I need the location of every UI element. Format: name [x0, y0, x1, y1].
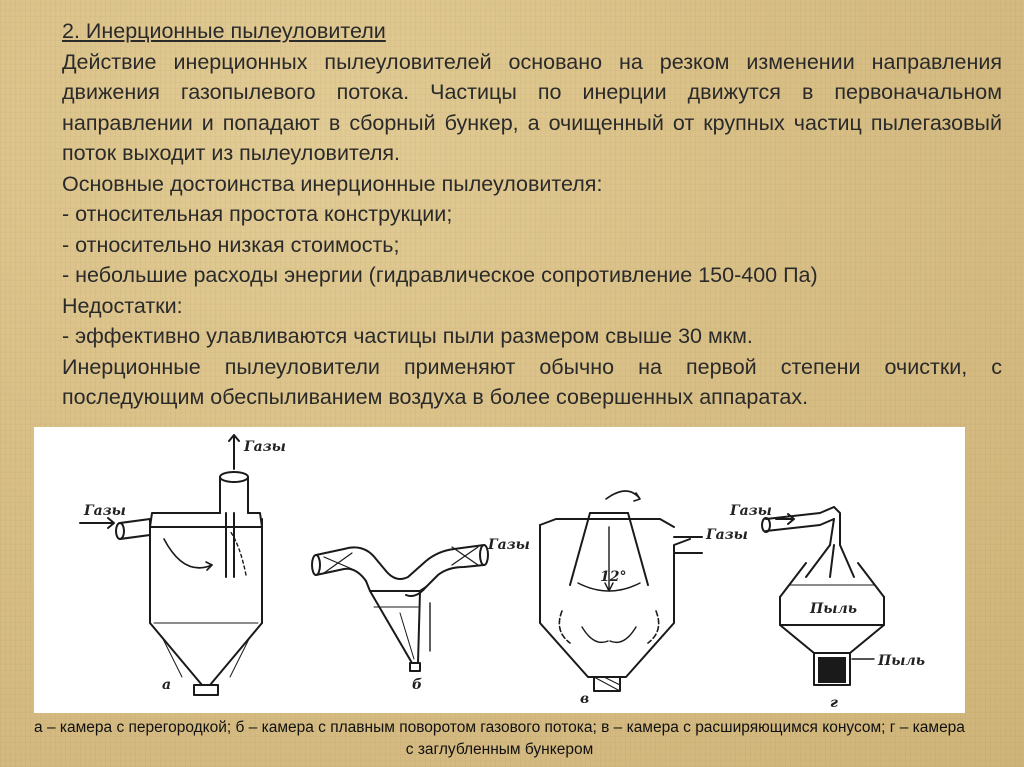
label-angle-c: 12°: [600, 569, 627, 585]
label-dust-d-2: Пыль: [878, 653, 925, 669]
apparatus-b: [312, 545, 488, 671]
paragraph-application: Инерционные пылеуловители применяют обычно на первой степени очистки, с последующим обеспыливанием воздуха в более совершенных аппаратах.: [62, 354, 1002, 409]
label-letter-b: б: [412, 677, 423, 693]
advantage-item: - относительно низкая стоимость;: [62, 232, 400, 257]
disadvantages-heading: Недостатки:: [62, 293, 183, 318]
label-letter-a: а: [162, 677, 172, 693]
label-gas-out-c: Газы: [706, 527, 748, 543]
dust-collector-diagram: [34, 427, 965, 713]
slide-text: [62, 16, 1002, 413]
figure-caption: а – камера с перегородкой; б – камера с плавным поворотом газового потока; в – камера с расширяющимся конусом; г – камера с заглубленным бункером: [34, 719, 965, 758]
advantage-item: - небольшие расходы энергии (гидравлическое сопротивление 150-400 Па): [62, 263, 818, 287]
label-letter-d: г: [830, 695, 838, 711]
advantage-item: - относительная простота конструкции;: [62, 202, 453, 226]
label-gas-out-a: Газы: [244, 439, 286, 455]
paragraph-principle: Действие инерционных пылеуловителей основано на резком изменении направления движения газопылевого потока. Частицы по инерции движутся в первоначальном направлении и попадают в сборный бункер, а очищенный от крупных частиц пылегазовый поток выходит из пылеуловителя.: [62, 49, 1002, 165]
advantages-heading: Основные достоинства инерционные пылеуловителя:: [62, 171, 603, 196]
label-gas-in-b: Газы: [488, 537, 530, 553]
apparatus-d: [762, 507, 884, 685]
disadvantage-item: - эффективно улавливаются частицы пыли размером свыше 30 мкм.: [62, 324, 753, 348]
apparatus-a: [80, 435, 262, 695]
apparatus-c: [540, 491, 702, 691]
figure-panel: [34, 427, 965, 713]
slide-title: 2. Инерционные пылеуловители: [62, 19, 386, 43]
label-gas-in-a: Газы: [84, 503, 126, 519]
label-gas-in-d: Газы: [730, 503, 772, 519]
label-dust-d-1: Пыль: [810, 601, 857, 617]
label-letter-c: в: [580, 691, 590, 707]
